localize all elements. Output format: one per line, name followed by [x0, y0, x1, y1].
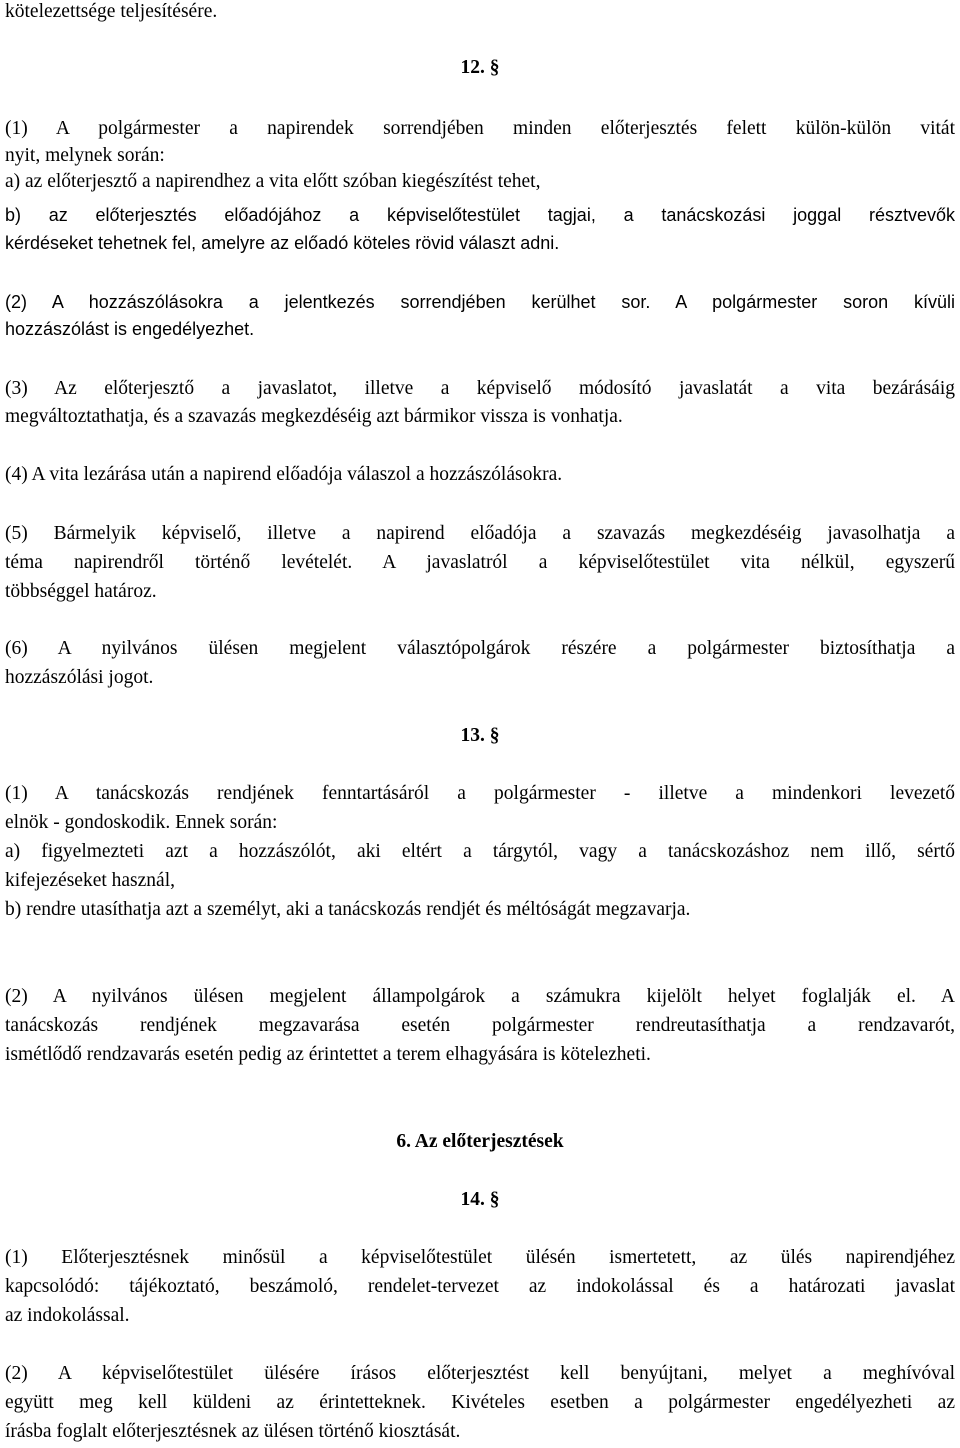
- text-line: kifejezéseket használ,: [5, 870, 175, 891]
- text-line: az indokolással.: [5, 1305, 130, 1326]
- section-heading: 13. §: [460, 725, 500, 746]
- text-line: többséggel határoz.: [5, 581, 157, 602]
- section-heading: 6. Az előterjesztések: [396, 1131, 564, 1152]
- section-heading: 14. §: [460, 1189, 500, 1210]
- text-line: (6) A nyilvános ülésen megjelent választópolgárok részére a polgármester biztosíthatja a: [5, 638, 955, 659]
- text-line: a) az előterjesztő a napirendhez a vita előtt szóban kiegészítést tehet,: [5, 171, 541, 192]
- text-line: (5) Bármelyik képviselő, illetve a napirend előadója a szavazás megkezdéséig javasolhatja a: [5, 523, 955, 544]
- text-line: írásba foglalt előterjesztésnek az ülésen történő kiosztását.: [5, 1421, 461, 1442]
- section-heading: 12. §: [460, 57, 500, 78]
- text-line: (4) A vita lezárása után a napirend előadója válaszol a hozzászólásokra.: [5, 464, 563, 485]
- text-line: b) rendre utasíthatja azt a személyt, aki a tanácskozás rendjét és méltóságát megzavarja.: [5, 899, 691, 920]
- text-line: (1) A polgármester a napirendek sorrendjében minden előterjesztés felett külön-külön vitát: [5, 118, 955, 139]
- text-line: (2) A nyilvános ülésen megjelent állampolgárok a számukra kijelölt helyet foglalják el. A: [5, 986, 955, 1007]
- text-line: a) figyelmezteti azt a hozzászólót, aki eltért a tárgytól, vagy a tanácskozáshoz nem illő, sértő: [5, 841, 955, 862]
- text-line: (2) A hozzászólásokra a jelentkezés sorrendjében kerülhet sor. A polgármester soron kívüli: [5, 292, 955, 312]
- text-line: (2) A képviselőtestület ülésére írásos előterjesztést kell benyújtani, melyet a meghívóval: [5, 1363, 955, 1384]
- text-line: megváltoztathatja, és a szavazás megkezdéséig azt bármikor vissza is vonhatja.: [5, 406, 623, 427]
- text-line: ismétlődő rendzavarás esetén pedig az érintettet a terem elhagyására is kötelezheti.: [5, 1044, 651, 1065]
- text-line: hozzászólást is engedélyezhet.: [5, 319, 255, 339]
- text-line: (3) Az előterjesztő a javaslatot, illetve a képviselő módosító javaslatát a vita bezárásáig: [5, 378, 955, 399]
- text-line: téma napirendről történő levételét. A javaslatról a képviselőtestület vita nélkül, egyszerű: [5, 552, 955, 573]
- text-line: (1) A tanácskozás rendjének fenntartásáról a polgármester - illetve a mindenkori levezető: [5, 783, 955, 804]
- text-line: kapcsolódó: tájékoztató, beszámoló, rendelet-tervezet az indokolással és a határozati javaslat: [5, 1276, 955, 1297]
- text-line: tanácskozás rendjének megzavarása esetén polgármester rendreutasíthatja a rendzavarót,: [5, 1015, 955, 1036]
- text-line: b) az előterjesztés előadójához a képviselőtestület tagjai, a tanácskozási joggal résztvevők: [5, 205, 955, 225]
- text-line: együtt meg kell küldeni az érintetteknek. Kivételes esetben a polgármester engedélyezheti az: [5, 1392, 955, 1413]
- text-line: nyit, melynek során:: [5, 145, 165, 166]
- text-line: hozzászólási jogot.: [5, 667, 154, 688]
- text-line: elnök - gondoskodik. Ennek során:: [5, 812, 278, 833]
- text-line: kérdéseket tehetnek fel, amelyre az előadó köteles rövid választ adni.: [5, 233, 560, 253]
- text-line: (1) Előterjesztésnek minősül a képviselőtestület ülésén ismertetett, az ülés napirendjéhez: [5, 1247, 955, 1268]
- text-line: kötelezettsége teljesítésére.: [5, 1, 218, 22]
